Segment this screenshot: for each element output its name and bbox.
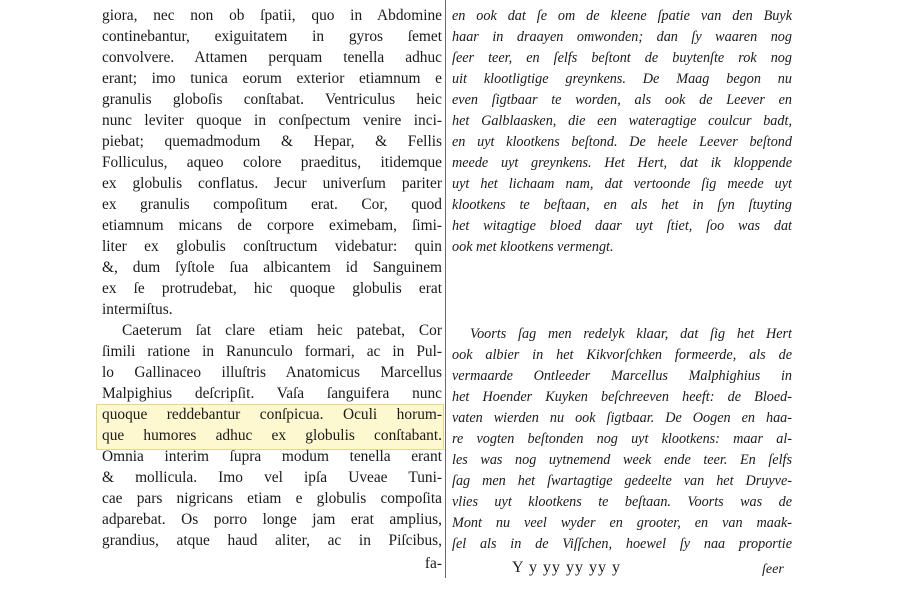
latin-line: erant; imo tunica eorum exterior etiamnum e: [102, 70, 442, 87]
dutch-line: en uyt klootkens beſtond. De heele Leever beſtond: [452, 134, 792, 150]
latin-line: ex granulis compoſitum erat. Cor, quod: [102, 196, 442, 213]
latin-line: liter ex globulis conſtructum videbatur: quin: [102, 238, 442, 255]
dutch-line: meede uyt greynkens. Het Hert, dat ik kloppende: [452, 155, 792, 171]
latin-line: convolvere. Attamen perquam tenella adhuc: [102, 49, 442, 66]
latin-line: nunc leviter quoque in conſpectum venire inci-: [102, 112, 442, 129]
latin-line: giora, nec non ob ſpatii, quo in Abdomine: [102, 7, 442, 24]
dutch-line: ook met klootkens vermengt.: [452, 239, 614, 255]
dutch-line: het Hoender Kuyken beſchreeven heeft: de Bloed-: [452, 389, 792, 405]
dutch-line: vaten wierden nu ook ſigtbaar. De Oogen en haa-: [452, 410, 792, 426]
latin-line-highlighted: que humores adhuc ex globulis conſtabant.: [102, 427, 442, 444]
dutch-line: re vogten beſtonden nog uyt klootkens: maar al-: [452, 431, 792, 447]
latin-line: grandius, atque haud aliter, ac in Piſcibus,: [102, 532, 442, 549]
latin-line: ex globulis conflatus. Jecur univerſum pariter: [102, 175, 442, 192]
latin-line: lo Gallinaceo illuſtris Anatomicus Marcellus: [102, 364, 442, 381]
dutch-line: klootkens te beſtaan, en als het in ſyn ſtuyting: [452, 197, 792, 213]
column-divider: [445, 0, 446, 578]
latin-catchword: fa-: [424, 555, 442, 572]
latin-line: continebantur, exiguitatem in gyros ſemet: [102, 28, 442, 45]
latin-line: granulis globoſis conſtabat. Ventriculus heic: [102, 91, 442, 108]
latin-line: etiamnum micans de corpore eximebam, ſimi-: [102, 217, 442, 234]
latin-line-highlighted: quoque reddebantur conſpicua. Oculi horum-: [102, 406, 442, 423]
latin-line: cae pars nigricans etiam e globulis compoſita: [102, 490, 442, 507]
dutch-line: vermaarde Ontleeder Marcellus Malphighius in: [452, 368, 792, 384]
dutch-line: uit klootligtige greynkens. De Maag begon nu: [452, 71, 792, 87]
latin-line: Malpighius deſcripſit. Vaſa ſanguifera nunc: [102, 385, 442, 402]
dutch-line: ſag men het ſwartagtige gedeelte van het Druyve-: [452, 473, 792, 489]
dutch-line: vlies uyt klootkens te beſtaan. Voorts was de: [452, 494, 792, 510]
dutch-line: ſel als in de Viſſchen, hoewel ſy naa proportie: [452, 536, 792, 552]
dutch-line: het witagtige bloed daar uyt ſtiet, ſoo was dat: [452, 218, 792, 234]
latin-paragraph-start: Caeterum ſat clare etiam heic patebat, Cor: [122, 322, 442, 339]
signature-mark: Y y yy yy yy y: [512, 559, 621, 576]
dutch-line: even ſigtbaar te worden, als ook de Leever en: [452, 92, 792, 108]
latin-line: piebat; quemadmodum & Hepar, & Fellis: [102, 133, 442, 150]
latin-line: adparebat. Os porro longe jam erat amplius,: [102, 511, 442, 528]
latin-line: & mollicula. Imo vel ipſa Uveae Tuni-: [102, 469, 442, 486]
latin-line: &, dum ſyſtole ſua albicantem id Sanguinem: [102, 259, 442, 276]
dutch-line: les was nog uytnemend week ende teer. En ſelfs: [452, 452, 792, 468]
dutch-line: haar in draayen omwonden; dan ſy waaren nog: [452, 29, 792, 45]
dutch-line: uyt het lichaam nam, dat vertoonde ſig meede uyt: [452, 176, 792, 192]
dutch-line: het Galblaasken, die een wateragtige coulcur badt,: [452, 113, 792, 129]
dutch-catchword: ſeer: [762, 562, 784, 577]
latin-line: intermiſtus.: [102, 301, 173, 318]
latin-line: ex ſe protrudebat, hic quoque globulis erat: [102, 280, 442, 297]
latin-line: ſimili ratione in Ranunculo formari, ac in Pul-: [102, 343, 442, 360]
dutch-line: en ook dat ſe om de kleene ſpatie van den Buyk: [452, 8, 792, 24]
dutch-paragraph-start: Voorts ſag men redelyk klaar, dat ſig het Hert: [470, 326, 792, 342]
dutch-line: Mont nu veel wyder en grooter, en van maak-: [452, 515, 792, 531]
dutch-line: ook albier in het Kikvorſchken formeerde, als de: [452, 347, 792, 363]
latin-line: Omnia interim ſupra modum tenella erant: [102, 448, 442, 465]
dutch-line: ſeer teer, en ſelfs beſtont de buytenſte rok nog: [452, 50, 792, 66]
latin-line: Folliculus, aqueo colore praeditus, itidemque: [102, 154, 442, 171]
